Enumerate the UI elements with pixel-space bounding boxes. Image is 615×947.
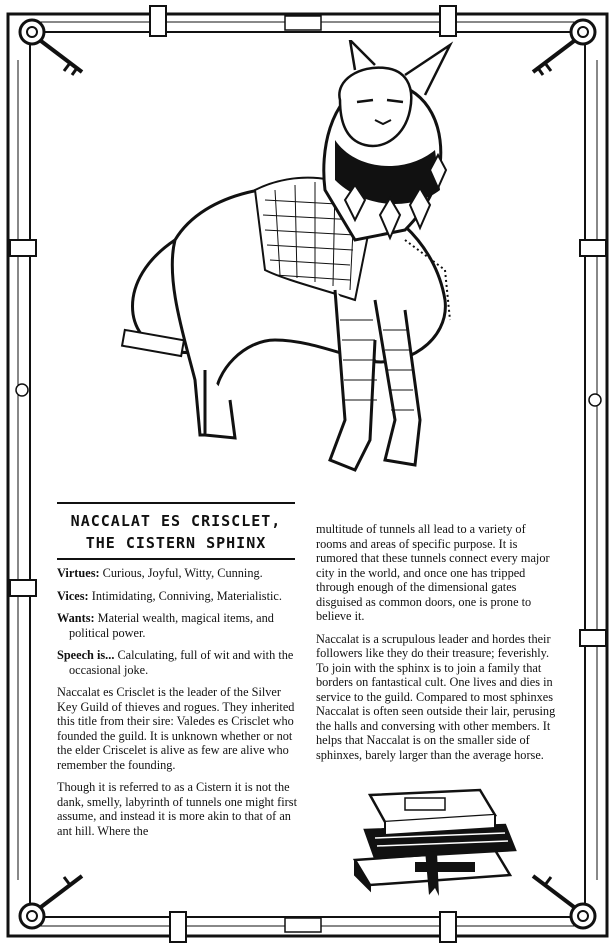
attribute-wants: Wants: Material wealth, magical items, and political power. [57,611,274,640]
body-paragraph: multitude of tunnels all lead to a variety of rooms and areas of specific purpose. It is rumored that these tunnels connect every major city in the world, and once one has tripped through enough of the dimensional gates disguised as common doors, one is prone to believe it. [316,522,550,623]
book-stack-illustration [345,780,535,900]
attribute-virtues: Virtues: Curious, Joyful, Witty, Cunning. [57,566,263,580]
sphinx-illustration [105,40,485,500]
title-line-2: THE CISTERN SPHINX [85,534,267,552]
attribute-speech: Speech is... Calculating, full of wit and with the occasional joke. [57,648,294,677]
skeleton-key-icon [10,868,90,938]
title-rule-bottom [57,558,295,560]
skeleton-key-icon [525,868,605,938]
body-paragraph: Though it is referred to as a Cistern it is not the dank, smelly, labyrinth of tunnels one might first assume, and instead it is more akin to that of an ant hill. Where the [57,780,297,838]
attribute-vices: Vices: Intimidating, Conniving, Materialistic. [57,588,282,603]
body-paragraph: Naccalat is a scrupulous leader and hordes their followers like they do their treasure; feverishly. To join with the sphinx is to join a family that borders on fantastical cult. One lives and dies in service to the guild. Compared to most sphinxes Naccalat is often seen outside their lair, perusing the halls and conversing with other members. It helps that Naccalat is on the smaller side of sphinxes, barely larger than the average horse. [316,631,556,762]
skeleton-key-icon [10,10,90,80]
title-line-1: NACCALAT ES CRISCLET, [70,512,282,530]
right-column [316,522,556,770]
stat-block-title [57,502,295,560]
page-title [57,504,295,558]
body-paragraph: Naccalat es Crisclet is the leader of the Silver Key Guild of thieves and rogues. They inherited this title from their sire: Valedes es Crisclet who founded the guild. It is unknown whether or not the elder Criscelet is alive as few are alive who remember the founding. [57,685,295,772]
skeleton-key-icon [525,10,605,80]
left-column [57,566,297,846]
